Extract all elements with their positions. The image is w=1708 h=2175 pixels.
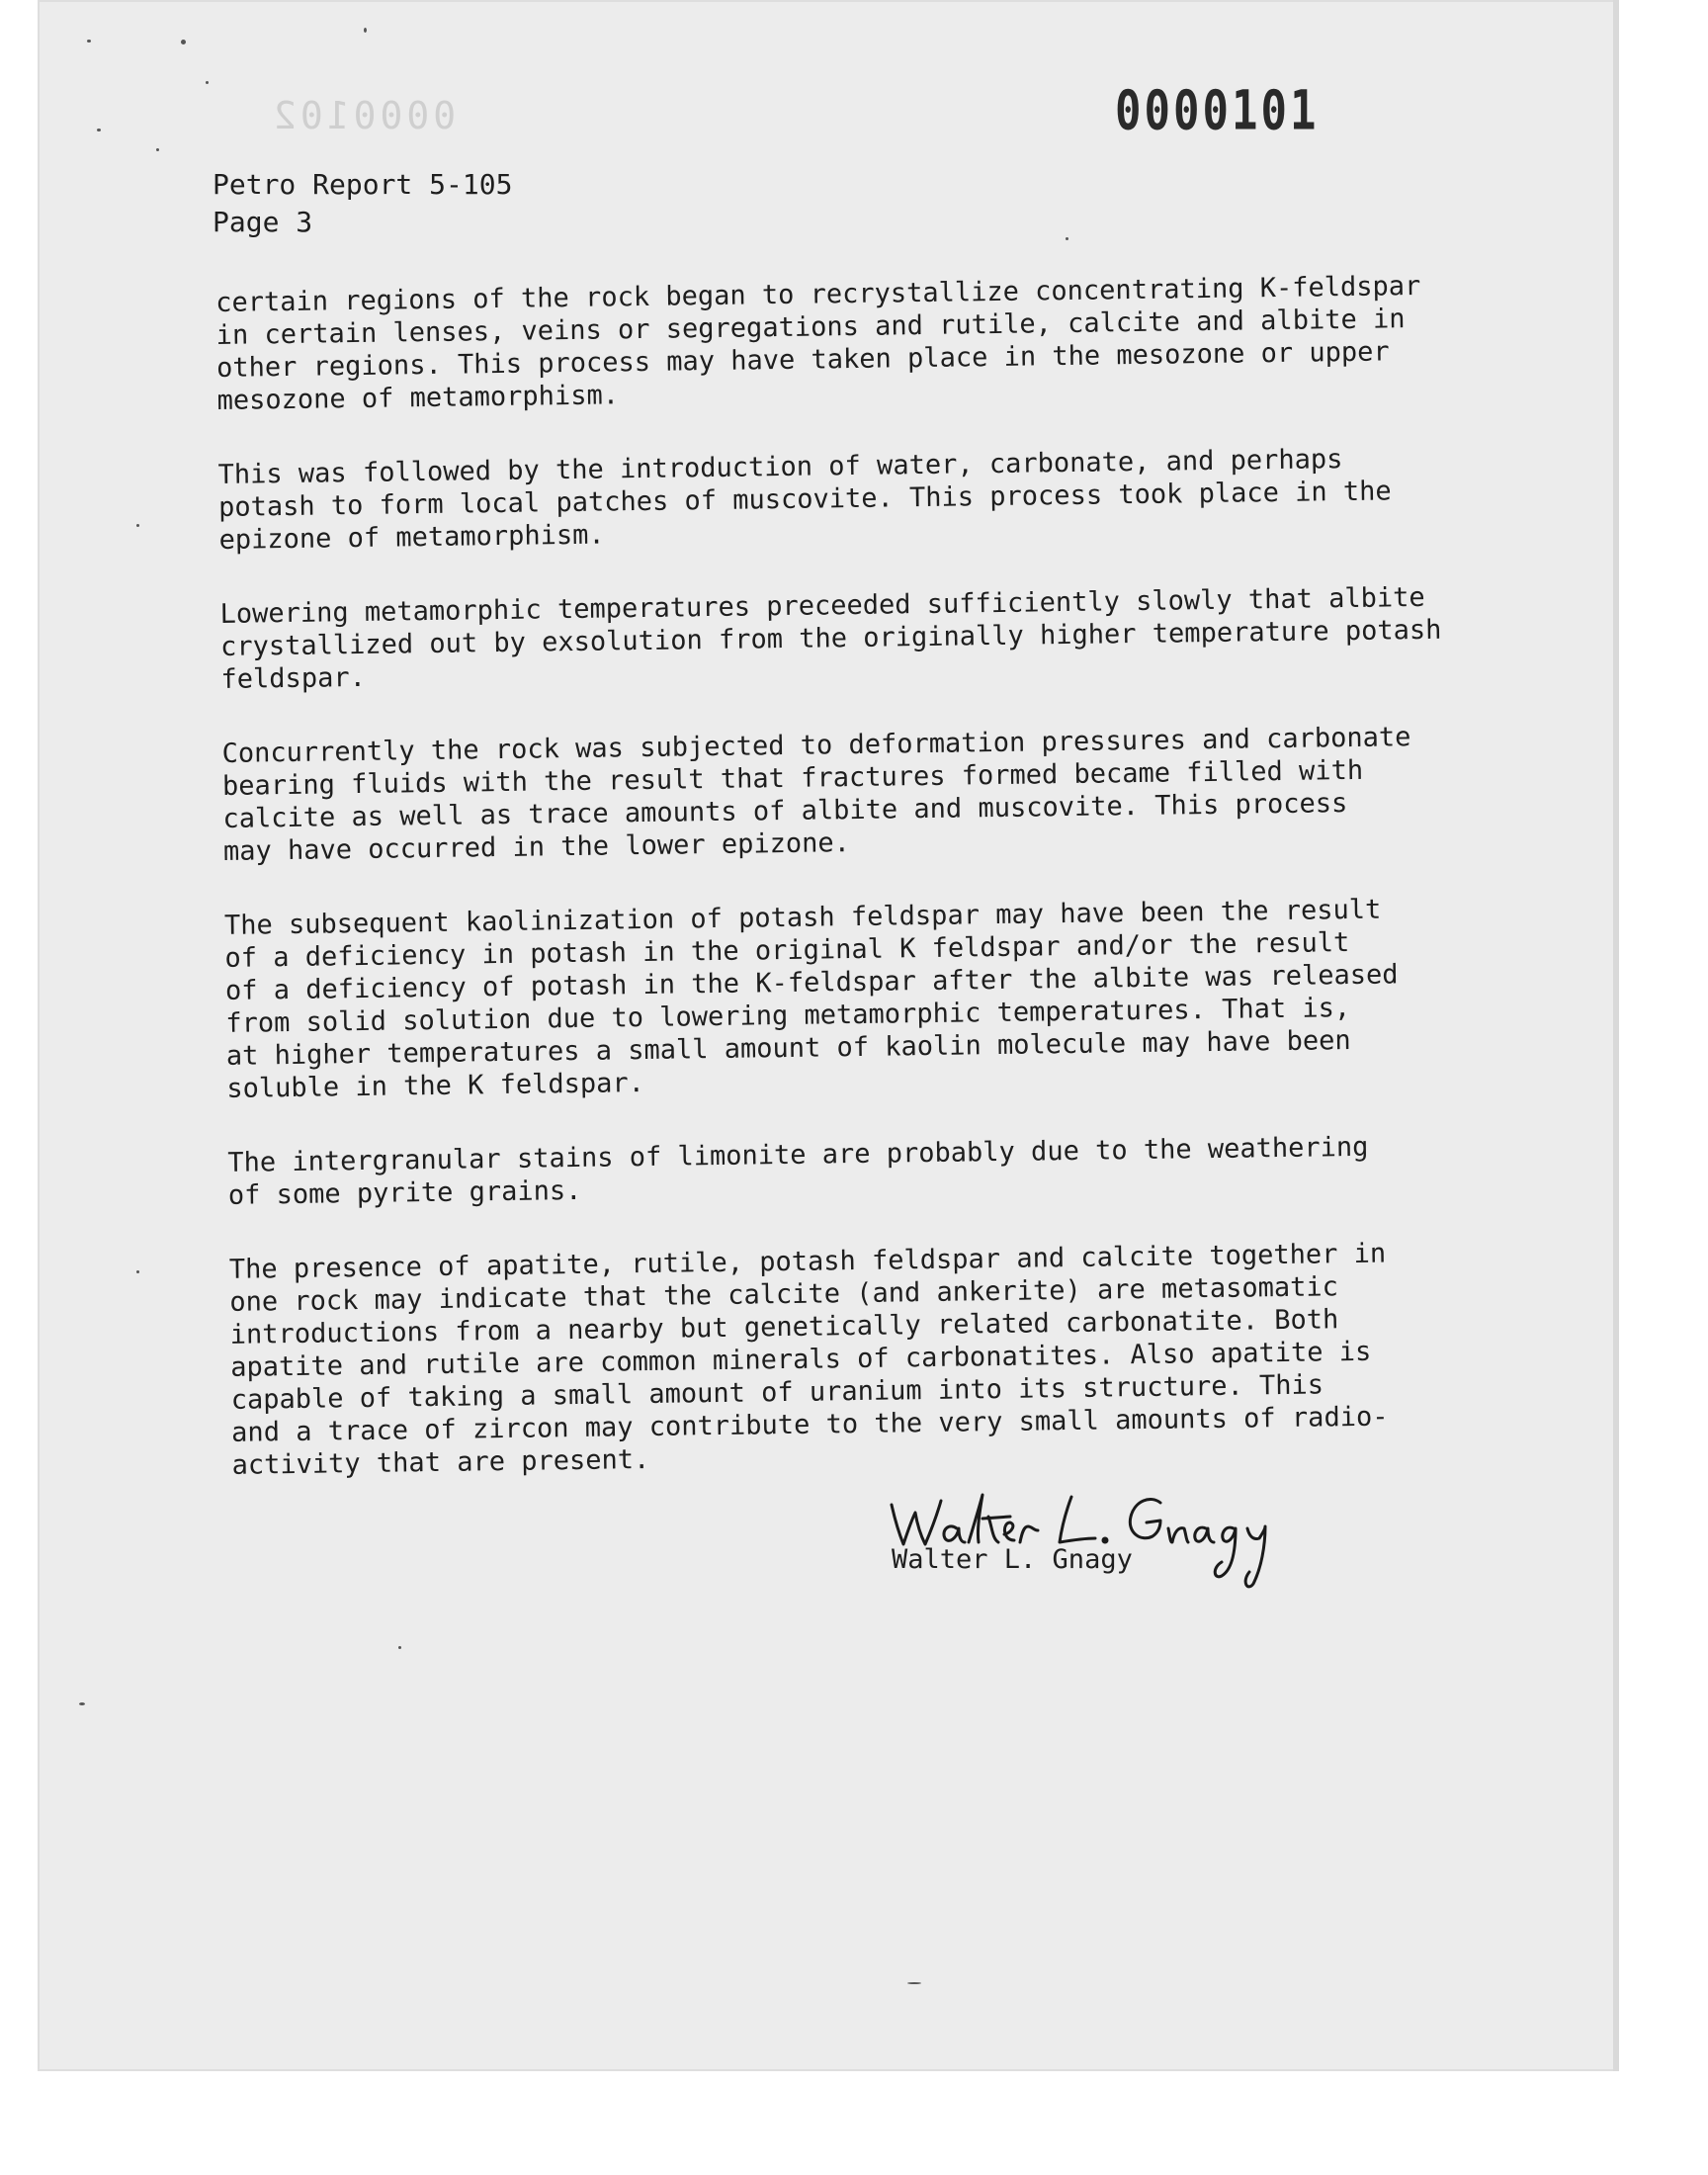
report-body — [215, 268, 1557, 1523]
scan-speck — [136, 524, 139, 527]
page-edge — [1613, 0, 1619, 2071]
paragraph-1: certain regions of the rock began to recrystallize concentrating K-feldspar in certain lenses, veins or segregations and rutile, calcite and albite in other regions. This process may have taken place in the mesozone or upper mesozone of metamorphism. — [215, 270, 1421, 416]
paragraph-4: Concurrently the rock was subjected to deformation pressures and carbonate bearing fluids with the result that fractures formed became filled with calcite as well as trace amounts of albite and muscovite. This process may have occurred in the lower epizone. — [221, 722, 1411, 867]
paragraph-5: The subsequent kaolinization of potash feldspar may have been the result of a deficiency in potash in the original K feldspar and/or the result of a deficiency of potash in the K-feldspar after the albite was released from solid solution due to lowering metamorphic temperatures. That is, at higher temperatures a small amount of kaolin molecule may have been soluble in the K feldspar. — [223, 894, 1399, 1104]
scan-speck — [156, 148, 159, 151]
report-header — [213, 166, 512, 241]
scan-speck — [206, 81, 209, 84]
paragraph-2: This was followed by the introduction of water, carbonate, and perhaps potash to form local patches of muscovite. This process took place in the epizone of metamorphism. — [217, 444, 1392, 556]
signer-name: Walter L. Gnagy — [892, 1544, 1133, 1575]
paragraph-7: The presence of apatite, rutile, potash feldspar and calcite together in one rock may indicate that the calcite (and ankerite) are metasomatic introductions from a nearby but genetically related carbonatite. Both apatite and rutile are common minerals of carbonatites. Also apatite is capable of taking a small amount of uranium into its structure. This and a trace of zircon may contribute to the very small amounts of radio- activity that are present. — [228, 1238, 1389, 1481]
document-stamp-number: 0000101 — [1115, 79, 1320, 143]
paragraph-6: The intergranular stains of limonite are probably due to the weathering of some pyrite grains. — [227, 1131, 1369, 1211]
signature-block — [878, 1473, 1293, 1602]
page-number: Page 3 — [213, 206, 313, 238]
scan-speck — [398, 1646, 401, 1649]
report-title: Petro Report 5-105 — [213, 168, 513, 201]
faint-bleed-through-number: 0000102 — [270, 94, 457, 137]
document-page — [38, 0, 1619, 2071]
scan-speck — [79, 1702, 85, 1705]
scan-speck — [97, 129, 101, 131]
paragraph-3: Lowering metamorphic temperatures preceeded sufficiently slowly that albite crystallized out by exsolution from the originally higher temperature potash feldspar. — [219, 581, 1442, 695]
scan-speck — [907, 1982, 921, 1984]
scan-speck — [87, 40, 91, 43]
scan-speck — [1066, 237, 1068, 240]
scan-speck — [136, 1270, 139, 1273]
scan-speck — [181, 40, 186, 44]
scan-speck — [364, 28, 367, 33]
